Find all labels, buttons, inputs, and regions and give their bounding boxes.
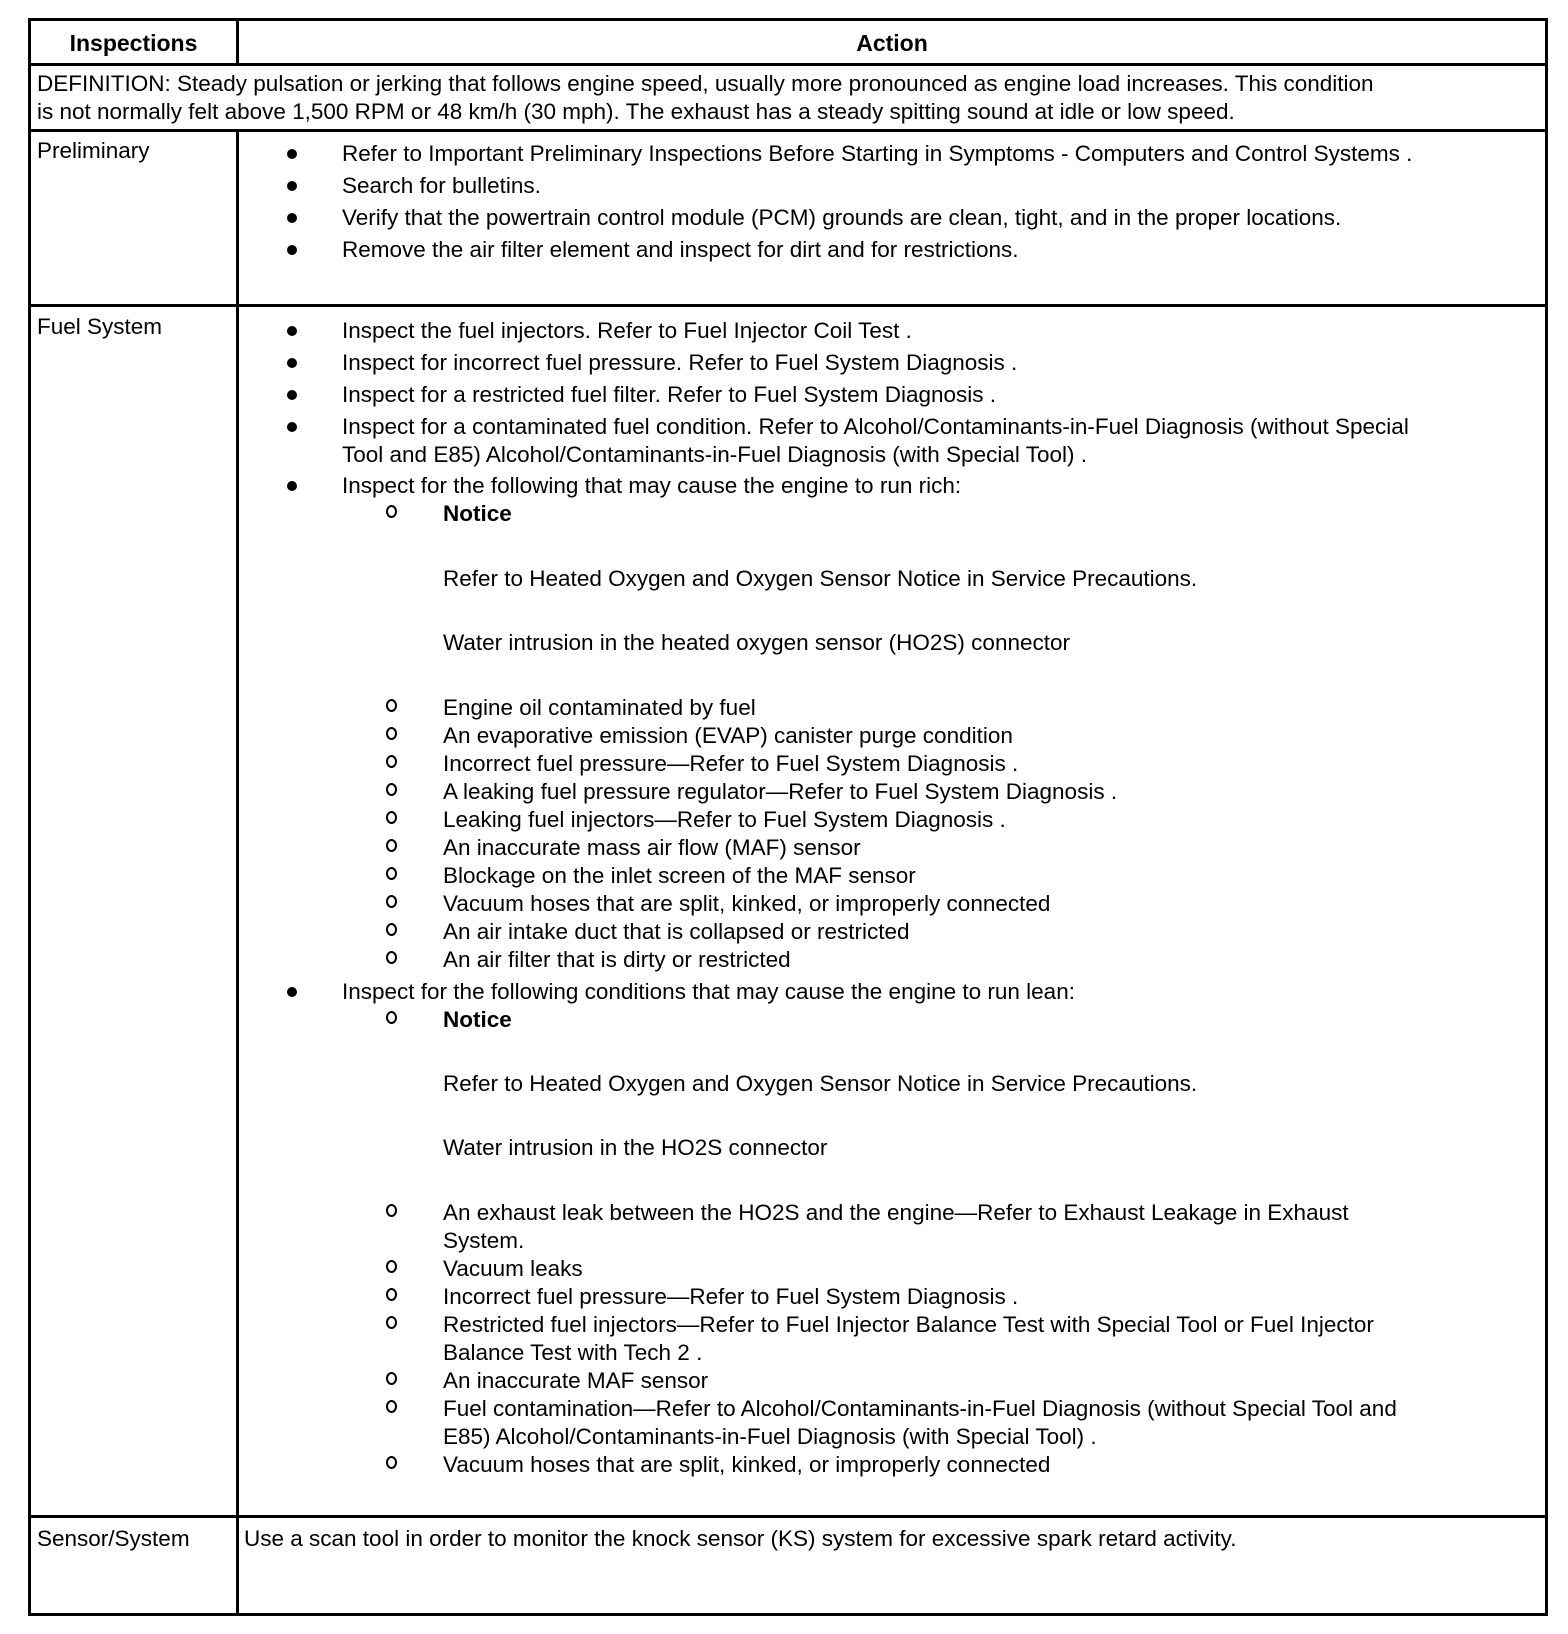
bullet	[287, 481, 297, 491]
row-label-fuel-system: Fuel System	[37, 314, 163, 339]
bullet	[287, 213, 297, 223]
sub-bullet	[386, 1204, 397, 1217]
bullet	[287, 390, 297, 400]
rich-notice-sub: Water intrusion in the heated oxygen sensor (HO2S) connector	[443, 630, 1070, 655]
sub-bullet	[386, 839, 397, 852]
definition-line-1: DEFINITION: Steady pulsation or jerking that follows engine speed, usually more pronounced as engine load increases. This condition	[37, 71, 1374, 96]
bullet	[287, 326, 297, 336]
preliminary-item: Verify that the powertrain control module (PCM) grounds are clean, tight, and in the proper locations.	[342, 205, 1342, 230]
rich-item: Engine oil contaminated by fuel	[443, 695, 756, 720]
sub-bullet	[386, 1260, 397, 1273]
row-label-preliminary: Preliminary	[37, 138, 150, 163]
row-label-sensor-system: Sensor/System	[37, 1526, 190, 1551]
preliminary-item: Refer to Important Preliminary Inspections Before Starting in Symptoms - Computers and Control Systems .	[342, 141, 1413, 166]
lean-notice-text: Refer to Heated Oxygen and Oxygen Sensor Notice in Service Precautions.	[443, 1071, 1198, 1096]
lean-contamination-line-1: Fuel contamination—Refer to Alcohol/Contaminants-in-Fuel Diagnosis (without Special Tool and	[443, 1396, 1397, 1421]
rich-item: An evaporative emission (EVAP) canister purge condition	[443, 723, 1013, 748]
sub-bullet	[386, 1456, 397, 1469]
sub-bullet	[386, 1316, 397, 1329]
sub-bullet	[386, 811, 397, 824]
bullet	[287, 245, 297, 255]
lean-exhaust-line-2: System.	[443, 1228, 525, 1253]
fuel-system-divider	[31, 1515, 1545, 1518]
diagnostic-table	[28, 18, 1548, 1616]
sub-bullet	[386, 867, 397, 880]
rich-item: An air filter that is dirty or restricted	[443, 947, 791, 972]
header-action: Action	[856, 30, 928, 56]
sensor-system-action: Use a scan tool in order to monitor the knock sensor (KS) system for excessive spark retard activity.	[244, 1526, 1237, 1551]
sub-bullet	[386, 923, 397, 936]
rich-notice-title: Notice	[443, 501, 512, 526]
rich-item: Vacuum hoses that are split, kinked, or improperly connected	[443, 891, 1051, 916]
column-divider-body	[236, 129, 239, 1616]
bullet	[287, 422, 297, 432]
fuel-item: Inspect the fuel injectors. Refer to Fuel Injector Coil Test .	[342, 318, 912, 343]
fuel-item: Inspect for incorrect fuel pressure. Refer to Fuel System Diagnosis .	[342, 350, 1018, 375]
lean-contamination-line-2: E85) Alcohol/Contaminants-in-Fuel Diagnosis (with Special Tool) .	[443, 1424, 1097, 1449]
lean-injectors-line-1: Restricted fuel injectors—Refer to Fuel Injector Balance Test with Special Tool or Fuel Injector	[443, 1312, 1374, 1337]
sub-bullet	[386, 1011, 397, 1024]
lean-vacuum-leaks: Vacuum leaks	[443, 1256, 583, 1281]
sub-bullet	[386, 1372, 397, 1385]
lean-maf: An inaccurate MAF sensor	[443, 1368, 709, 1393]
fuel-item-contaminated-line-1: Inspect for a contaminated fuel condition. Refer to Alcohol/Contaminants-in-Fuel Diagnosis (without Special	[342, 414, 1409, 439]
lean-intro: Inspect for the following conditions that may cause the engine to run lean:	[342, 979, 1075, 1004]
lean-exhaust-line-1: An exhaust leak between the HO2S and the engine—Refer to Exhaust Leakage in Exhaust	[443, 1200, 1349, 1225]
rich-item: Blockage on the inlet screen of the MAF sensor	[443, 863, 916, 888]
rich-item: An air intake duct that is collapsed or restricted	[443, 919, 910, 944]
sub-bullet	[386, 727, 397, 740]
sub-bullet	[386, 951, 397, 964]
sub-bullet	[386, 505, 397, 518]
rich-item: An inaccurate mass air flow (MAF) sensor	[443, 835, 861, 860]
bullet	[287, 987, 297, 997]
preliminary-divider	[31, 304, 1545, 307]
lean-injectors-line-2: Balance Test with Tech 2 .	[443, 1340, 703, 1365]
bullet	[287, 181, 297, 191]
sub-bullet	[386, 895, 397, 908]
preliminary-item: Search for bulletins.	[342, 173, 541, 198]
lean-notice-sub: Water intrusion in the HO2S connector	[443, 1135, 828, 1160]
sub-bullet	[386, 1400, 397, 1413]
definition-divider	[31, 129, 1545, 132]
definition-line-2: is not normally felt above 1,500 RPM or 48 km/h (30 mph). The exhaust has a steady spitting sound at idle or low speed.	[37, 99, 1235, 124]
fuel-item: Inspect for a restricted fuel filter. Refer to Fuel System Diagnosis .	[342, 382, 997, 407]
bullet	[287, 149, 297, 159]
rich-item: Incorrect fuel pressure—Refer to Fuel System Diagnosis .	[443, 751, 1019, 776]
lean-fuel-pressure: Incorrect fuel pressure—Refer to Fuel System Diagnosis .	[443, 1284, 1019, 1309]
sub-bullet	[386, 1288, 397, 1301]
rich-notice-text: Refer to Heated Oxygen and Oxygen Sensor Notice in Service Precautions.	[443, 566, 1198, 591]
bullet	[287, 358, 297, 368]
rich-item: Leaking fuel injectors—Refer to Fuel System Diagnosis .	[443, 807, 1006, 832]
preliminary-item: Remove the air filter element and inspect for dirt and for restrictions.	[342, 237, 1019, 262]
lean-notice-title: Notice	[443, 1007, 512, 1032]
sub-bullet	[386, 755, 397, 768]
rich-intro: Inspect for the following that may cause the engine to run rich:	[342, 473, 962, 498]
sub-bullet	[386, 783, 397, 796]
fuel-item-contaminated-line-2: Tool and E85) Alcohol/Contaminants-in-Fuel Diagnosis (with Special Tool) .	[342, 442, 1087, 467]
header-inspections: Inspections	[69, 30, 198, 56]
lean-hoses: Vacuum hoses that are split, kinked, or improperly connected	[443, 1452, 1051, 1477]
sub-bullet	[386, 699, 397, 712]
rich-item: A leaking fuel pressure regulator—Refer to Fuel System Diagnosis .	[443, 779, 1118, 804]
